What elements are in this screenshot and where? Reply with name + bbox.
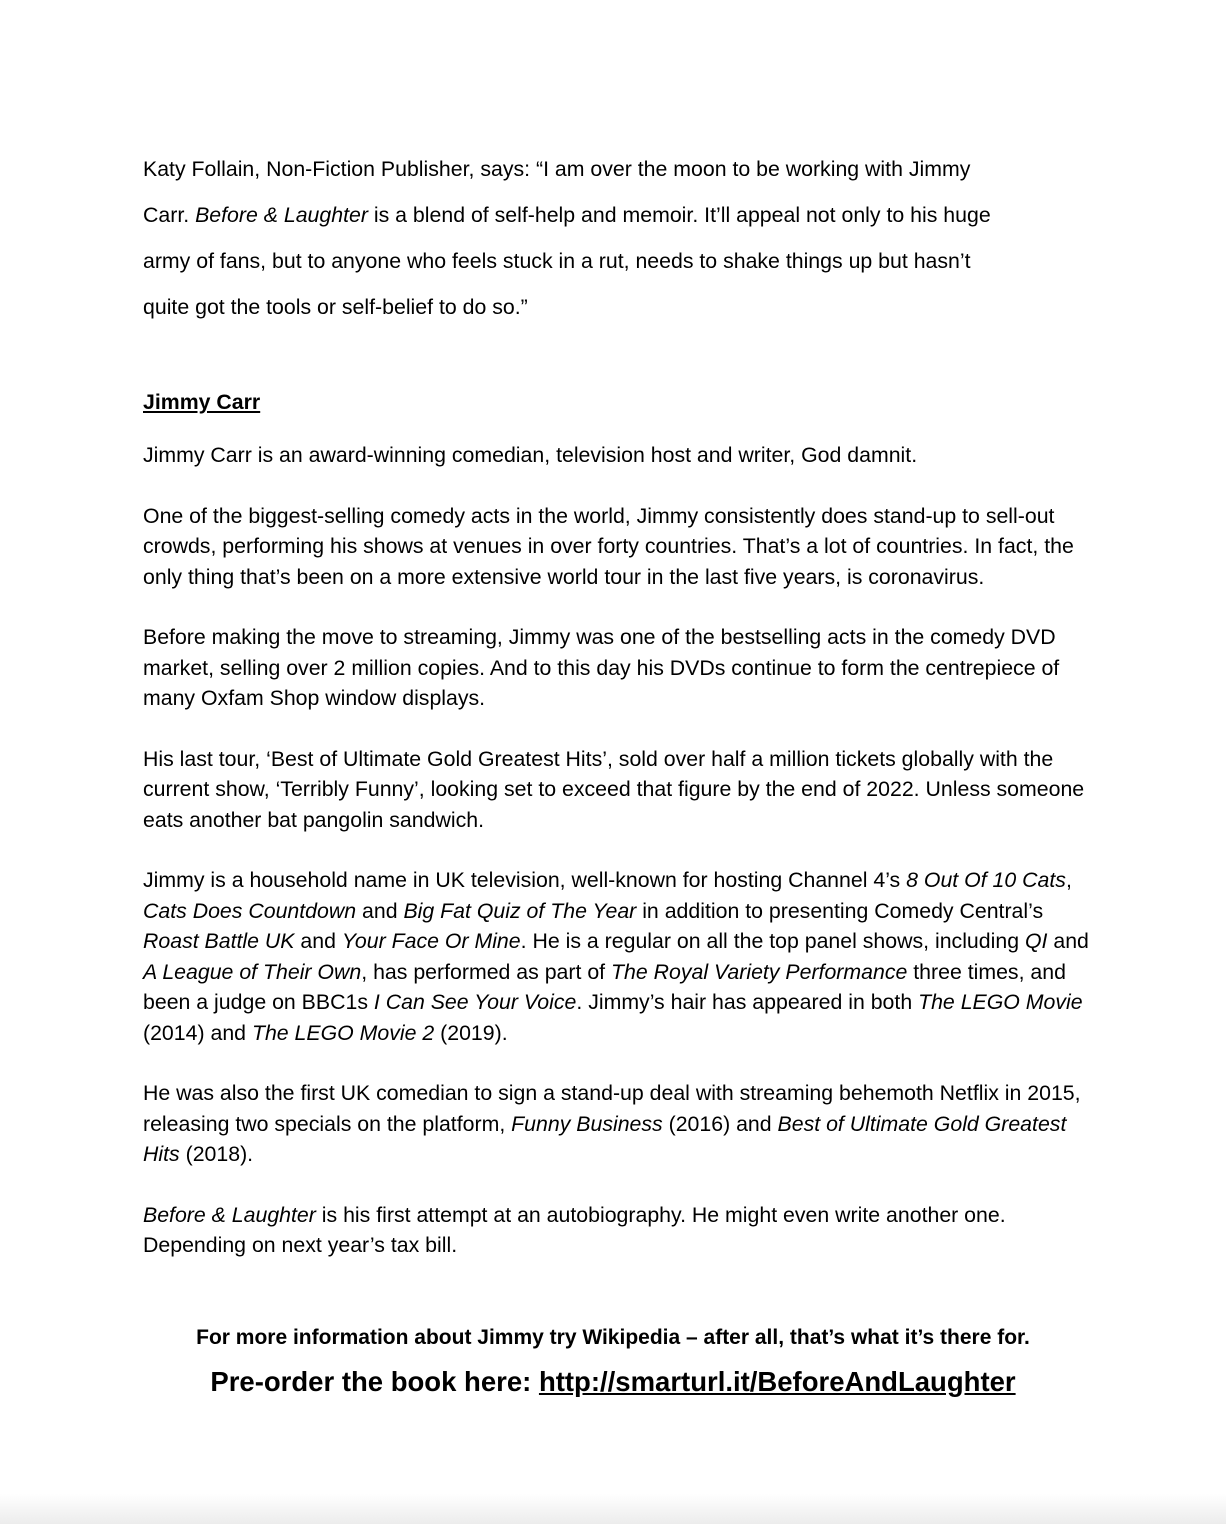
quote-line: is a blend of self-help and memoir. It’ll appeal not only to his huge bbox=[367, 203, 991, 227]
show-title: I Can See Your Voice bbox=[373, 990, 577, 1014]
page-edge-shadow bbox=[0, 1494, 1226, 1524]
show-title: QI bbox=[1024, 929, 1048, 953]
show-title: The Royal Variety Performance bbox=[611, 959, 908, 984]
text-run: and bbox=[294, 929, 342, 953]
quote-line: quite got the tools or self-belief to do so.” bbox=[143, 295, 528, 319]
bio-paragraph bbox=[143, 1200, 1093, 1261]
text-run: three times, and been a judge on BBC1s bbox=[143, 959, 1066, 1014]
film-title: The LEGO Movie bbox=[918, 990, 1083, 1014]
text-run: is his first attempt at an autobiography. He might even write another one. Depending on next year’s tax bill. bbox=[143, 1202, 1006, 1257]
text-run: (2019). bbox=[434, 1020, 508, 1045]
bio-paragraph bbox=[143, 1078, 1093, 1170]
text-run: and bbox=[1047, 929, 1089, 953]
quote-line: army of fans, but to anyone who feels stuck in a rut, needs to shake things up but hasn’t bbox=[143, 249, 971, 273]
text-run: (2016) and bbox=[662, 1111, 778, 1136]
publisher-quote bbox=[143, 146, 1093, 330]
quote-line: Carr. bbox=[143, 203, 196, 227]
text-run: . Jimmy’s hair has appeared in both bbox=[576, 990, 919, 1014]
text-run: He was also the first UK comedian to sign a stand-up deal with streaming behemoth Netflix in 2015, releasing two specials on the platform, bbox=[143, 1081, 1081, 1136]
show-title: Your Face Or Mine bbox=[341, 929, 521, 953]
preorder-label: Pre-order the book here: bbox=[210, 1366, 539, 1397]
text-run: and bbox=[356, 898, 404, 923]
film-title: The LEGO Movie 2 bbox=[251, 1020, 435, 1045]
bio-paragraph: One of the biggest-selling comedy acts in the world, Jimmy consistently does stand-up to sell-out crowds, performing his shows at venues in over forty countries. That’s a lot of countries. In fact, the only thing that’s been on a more extensive world tour in the last five years, is coronavirus. bbox=[143, 503, 1074, 589]
text-run: (2014) and bbox=[143, 1020, 252, 1045]
bio-paragraph: Before making the move to streaming, Jimmy was one of the bestselling acts in the comedy DVD market, selling over 2 million copies. And to this day his DVDs continue to form the centrepiece of many Oxfam Shop window displays. bbox=[143, 625, 1060, 710]
bio-paragraph: His last tour, ‘Best of Ultimate Gold Greatest Hits’, sold over half a million tickets globally with the current show, ‘Terribly Funny’, looking set to exceed that figure by the end of 2022. Unless someone eats another bat pangolin sandwich. bbox=[143, 746, 1085, 832]
text-run: (2018). bbox=[179, 1142, 254, 1166]
preorder-line bbox=[0, 1362, 1226, 1402]
book-title: Before & Laughter bbox=[195, 203, 368, 227]
text-run: in addition to presenting Comedy Central’s bbox=[636, 898, 1044, 923]
text-run: , bbox=[1065, 868, 1072, 892]
bio-paragraph: Jimmy Carr is an award-winning comedian, television host and writer, God damnit. bbox=[143, 443, 918, 467]
quote-line: Katy Follain, Non-Fiction Publisher, says: “I am over the moon to be working with Jimmy bbox=[143, 157, 971, 181]
text-run: . He is a regular on all the top panel shows, including bbox=[520, 929, 1025, 953]
show-title: Roast Battle UK bbox=[143, 929, 295, 953]
preorder-link[interactable]: http://smarturl.it/BeforeAndLaughter bbox=[538, 1366, 1016, 1397]
show-title: 8 Out Of 10 Cats bbox=[906, 868, 1066, 892]
section-heading: Jimmy Carr bbox=[143, 390, 261, 414]
book-title: Before & Laughter bbox=[143, 1202, 316, 1227]
text-run: , has performed as part of bbox=[361, 959, 612, 984]
show-title: Big Fat Quiz of The Year bbox=[403, 898, 637, 923]
bio-paragraph bbox=[143, 865, 1093, 1048]
document-body bbox=[143, 146, 1093, 1261]
show-title: Cats Does Countdown bbox=[143, 898, 357, 923]
more-info-line: For more information about Jimmy try Wikipedia – after all, that’s what it’s there for. bbox=[196, 1326, 1030, 1349]
text-run: Jimmy is a household name in UK television, well-known for hosting Channel 4’s bbox=[143, 868, 907, 892]
show-title: A League of Their Own bbox=[143, 959, 362, 984]
special-title: Funny Business bbox=[511, 1111, 663, 1136]
special-title: Best of Ultimate Gold Greatest Hits bbox=[143, 1111, 1067, 1166]
